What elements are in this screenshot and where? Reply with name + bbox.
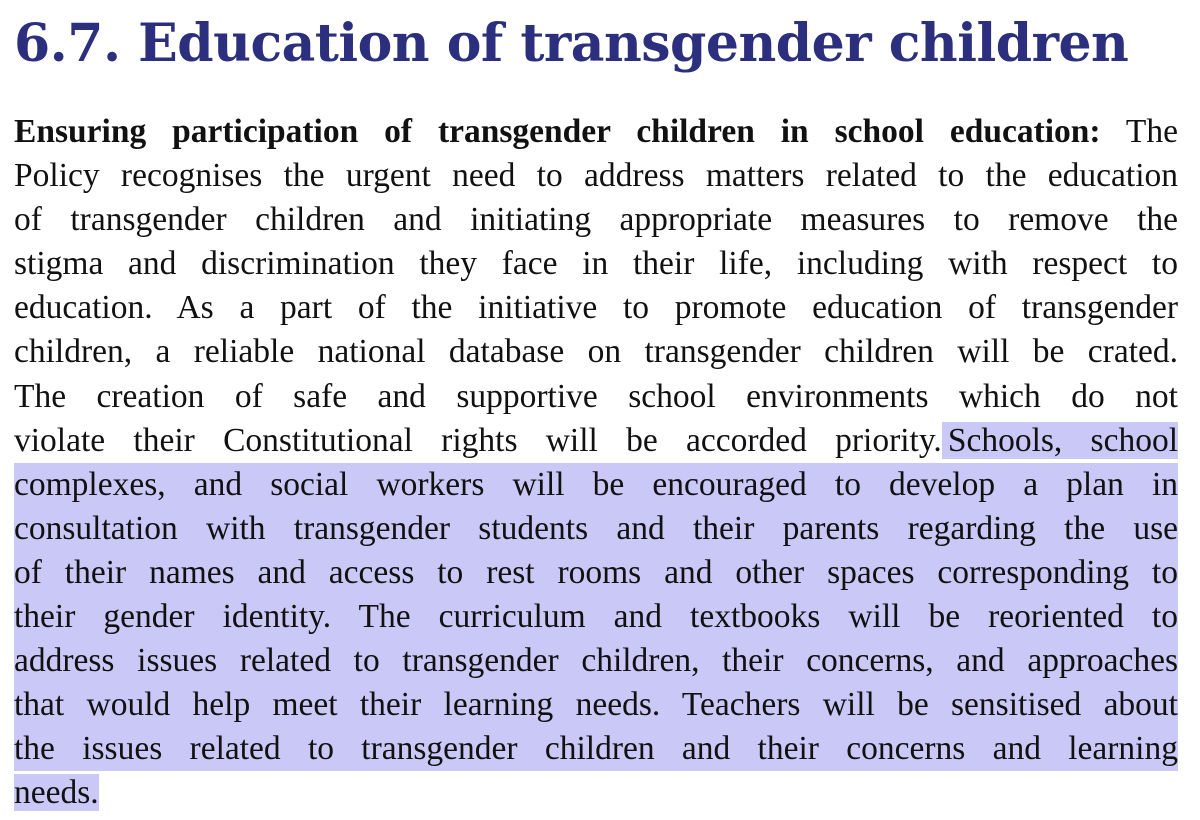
paragraph-line: The creation of safe and supportive school environments which do not <box>14 377 1178 415</box>
highlighted-line[interactable]: address issues related to transgender children, their concerns, and approaches <box>14 639 1178 683</box>
paragraph-line: Policy recognises the urgent need to address matters related to the education <box>14 157 1178 195</box>
paragraph <box>14 110 1178 816</box>
document-page <box>14 0 1178 816</box>
section-title: 6.7. Education of transgender children <box>14 13 1129 74</box>
highlighted-line[interactable]: that would help meet their learning needs. Teachers will be sensitised about <box>14 683 1178 727</box>
paragraph-line: education. As a part of the initiative to promote education of transgender <box>14 289 1178 327</box>
paragraph-line: children, a reliable national database on transgender children will be crated. <box>14 333 1178 371</box>
paragraph-line <box>14 110 1178 154</box>
highlighted-text[interactable]: Schools, school <box>942 422 1178 459</box>
highlighted-line[interactable]: complexes, and social workers will be encouraged to develop a plan in <box>14 463 1178 507</box>
paragraph-text: The <box>1100 113 1178 150</box>
highlighted-line[interactable]: consultation with transgender students and their parents regarding the use <box>14 507 1178 551</box>
highlighted-line[interactable]: their gender identity. The curriculum and textbooks will be reoriented to <box>14 595 1178 639</box>
highlighted-text[interactable]: needs. <box>14 774 99 812</box>
paragraph-lead: Ensuring participation of transgender children in school education: <box>14 113 1101 150</box>
paragraph-line <box>14 419 1178 463</box>
paragraph-text: violate their Constitutional rights will be accorded priority. <box>14 421 942 459</box>
highlighted-line[interactable]: the issues related to transgender children and their concerns and learning <box>14 727 1178 771</box>
paragraph-line: of transgender children and initiating appropriate measures to remove the <box>14 201 1178 239</box>
paragraph-line <box>14 771 1178 815</box>
highlighted-line[interactable]: of their names and access to rest rooms and other spaces corresponding to <box>14 551 1178 595</box>
paragraph-line: stigma and discrimination they face in their life, including with respect to <box>14 245 1178 283</box>
